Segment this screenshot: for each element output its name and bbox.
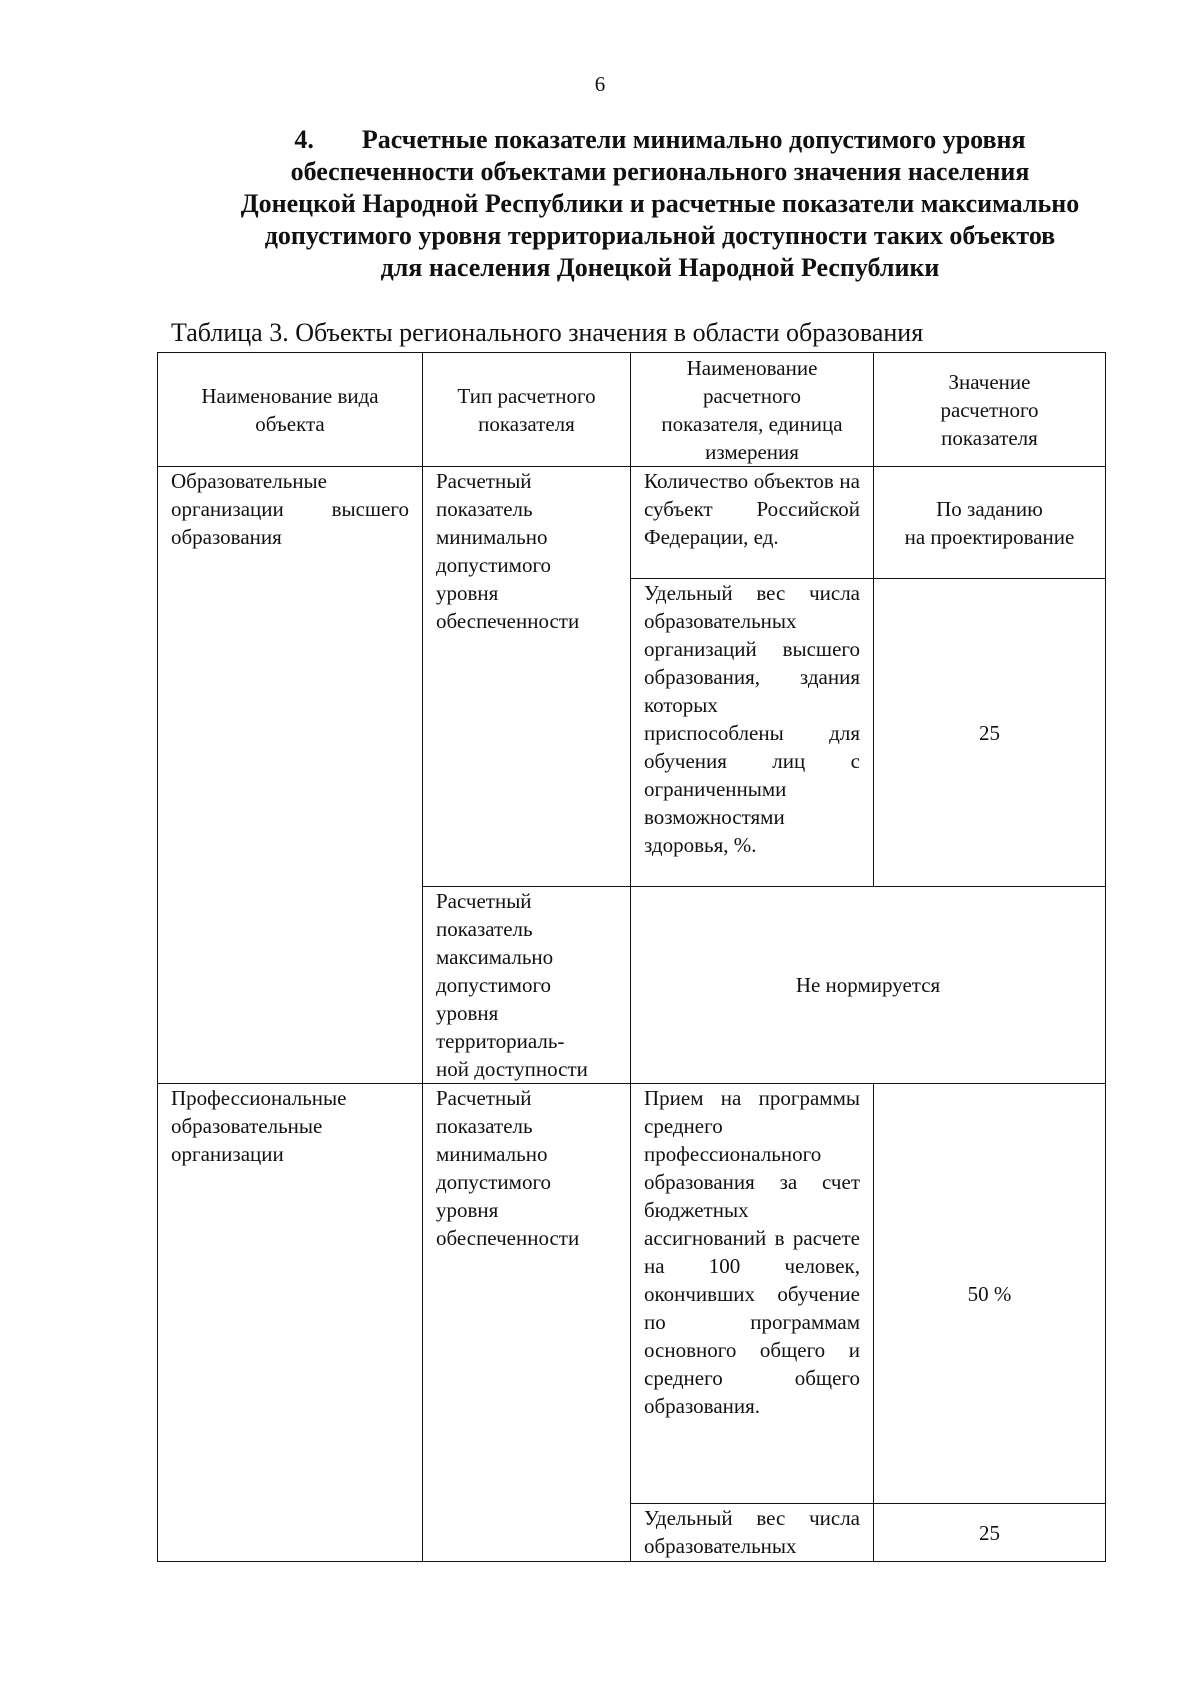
indicator-name: Количество объектов на субъект Российской Федерации, ед. <box>631 467 874 579</box>
table-row <box>158 467 1106 579</box>
object-higher-education: Образовательные организации высшего образования <box>158 467 423 1084</box>
header-object-type: Наименование вида объекта <box>158 353 423 467</box>
header-indicator-name: Наименование расчетного показателя, единица измерения <box>631 353 874 467</box>
section-title-line-1: Расчетные показатели минимально допустимого уровня <box>361 125 1026 154</box>
section-heading-line-1 <box>150 124 1170 156</box>
object-vocational-education: Профессиональные образовательные организации <box>158 1084 423 1562</box>
indicator-name: Прием на программы среднего профессионального образования за счет бюджетных ассигнований в расчете на 100 человек, окончивших обучение по программам основного общего и среднего общего образования. <box>631 1084 874 1504</box>
indicators-table <box>157 352 1106 1562</box>
indicator-value: 25 <box>874 1504 1106 1562</box>
header-indicator-type: Тип расчетного показателя <box>423 353 631 467</box>
indicator-type-min-1: Расчетный показатель минимально допустимого уровня обеспеченности <box>423 467 631 887</box>
section-title-line-4: допустимого уровня территориальной доступности таких объектов <box>264 221 1056 250</box>
section-heading <box>150 124 1170 284</box>
indicator-name: Удельный вес числа образовательных организаций высшего образования, здания которых приспособлены для обучения лиц с ограниченными возможностями здоровья, %. <box>631 579 874 887</box>
page-number: 6 <box>594 72 606 96</box>
indicator-type-min-2: Расчетный показатель минимально допустимого уровня обеспеченности <box>423 1084 631 1562</box>
indicator-name: Удельный вес числа образовательных <box>631 1504 874 1562</box>
table-row <box>158 1084 1106 1504</box>
not-normed-value: Не нормируется <box>631 887 1106 1084</box>
indicator-value: По заданию на проектирование <box>874 467 1106 579</box>
indicator-value: 25 <box>874 579 1106 887</box>
section-title-line-5: для населения Донецкой Народной Республики <box>380 253 940 282</box>
indicator-type-max-1: Расчетный показатель максимально допустимого уровня территориаль- ной доступности <box>423 887 631 1084</box>
table-container <box>157 352 1106 1562</box>
indicator-value: 50 % <box>874 1084 1106 1504</box>
section-title-line-3: Донецкой Народной Республики и расчетные показатели максимально <box>240 189 1080 218</box>
header-indicator-value: Значение расчетного показателя <box>874 353 1106 467</box>
table-caption: Таблица 3. Объекты регионального значения в области образования <box>171 318 924 347</box>
section-number: 4. <box>294 125 314 154</box>
table-header-row <box>158 353 1106 467</box>
section-title-line-2: обеспеченности объектами регионального значения населения <box>290 157 1030 186</box>
